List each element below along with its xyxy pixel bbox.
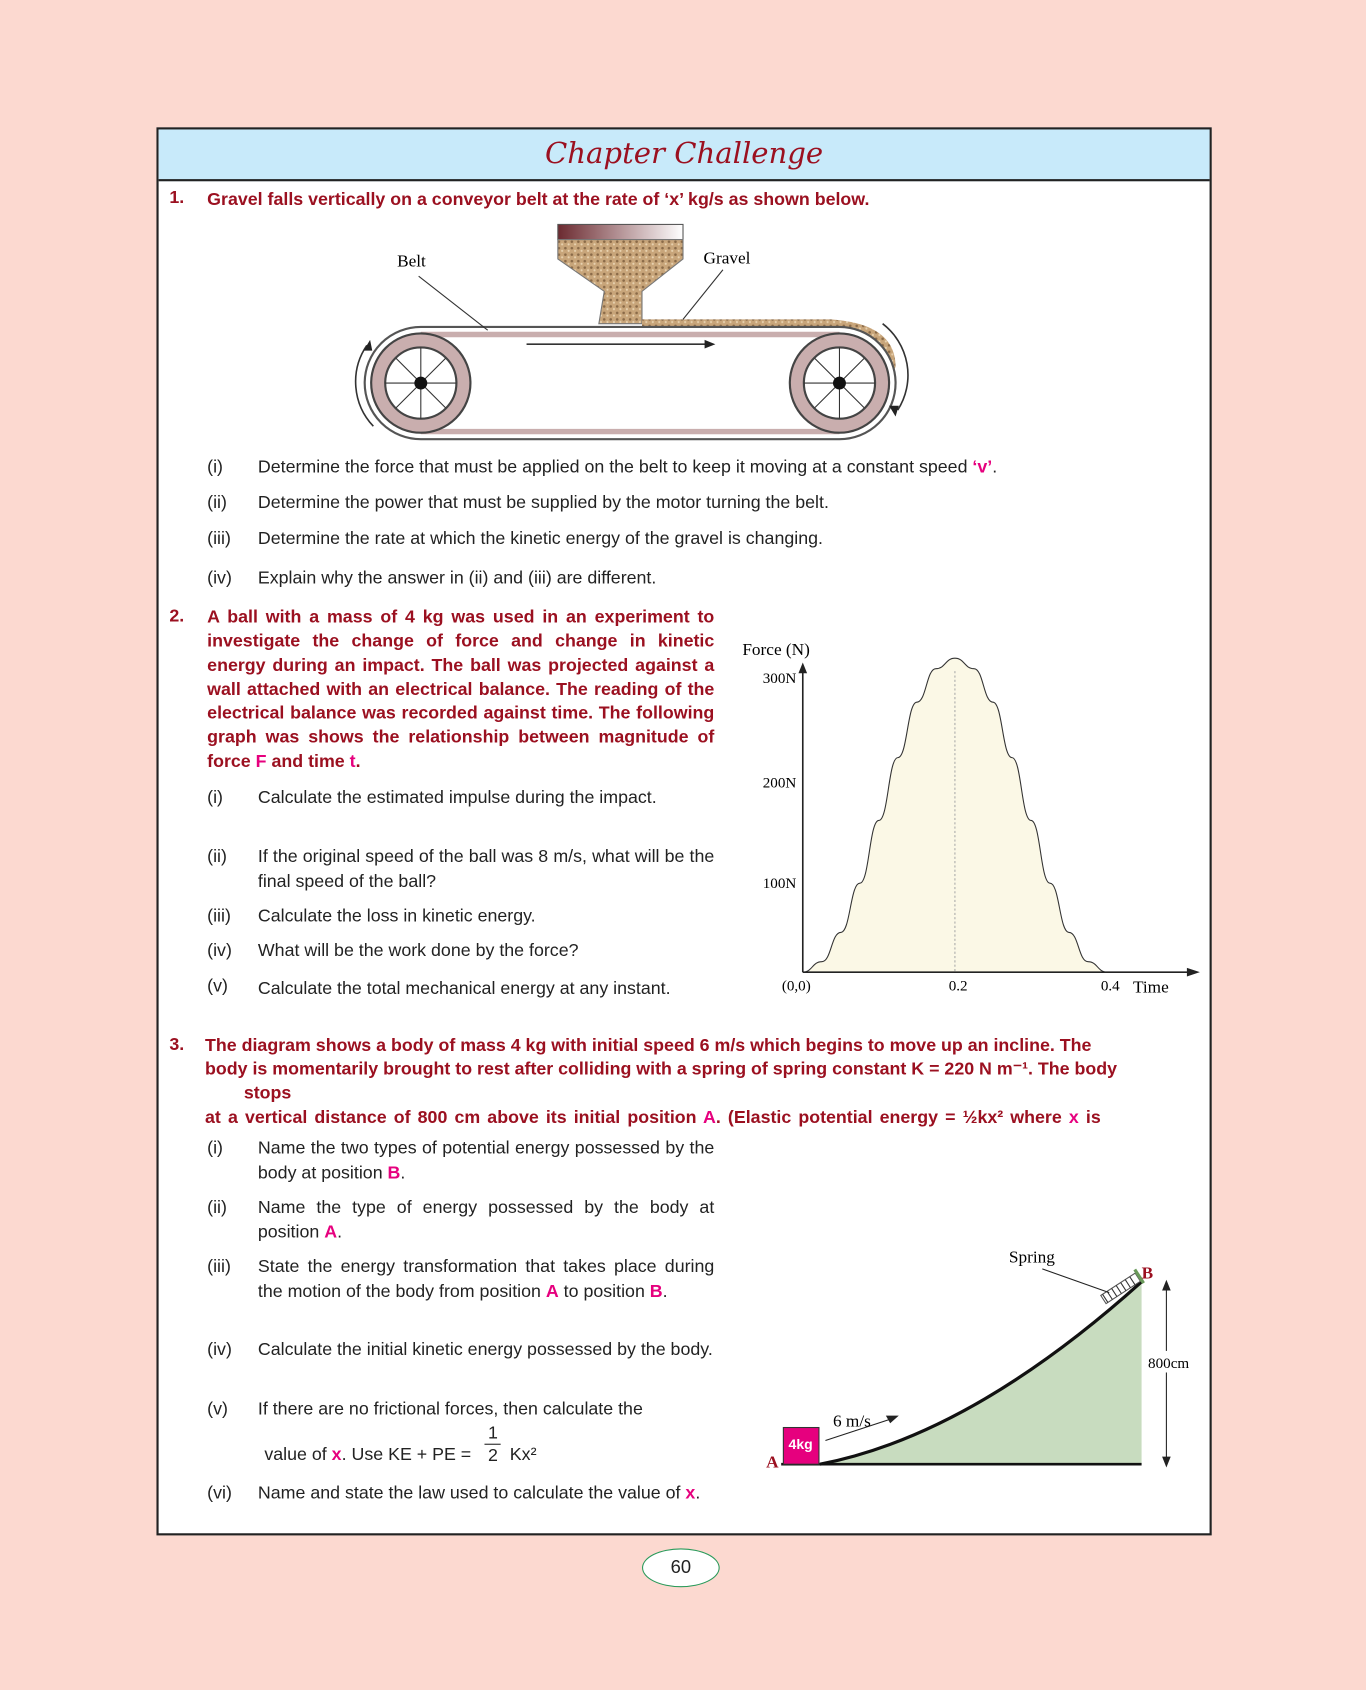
height-label: 800cm xyxy=(1148,1356,1190,1373)
symbol-x: x xyxy=(1068,1108,1079,1128)
sub-text: Determine the power that must be supplied by the motor turning the belt. xyxy=(257,493,829,513)
sub-text: Calculate the estimated impulse during the impact. xyxy=(257,787,657,808)
l4b: . (Elastic potential energy = ½kx² where xyxy=(715,1108,1069,1128)
roman: (iii) xyxy=(207,528,231,549)
roman: (iv) xyxy=(207,1340,232,1360)
conveyor-diagram xyxy=(345,216,928,448)
pos-b: B xyxy=(387,1162,401,1183)
label-a: A xyxy=(766,1452,779,1472)
header-band xyxy=(159,129,1210,181)
highlight-v: ‘v’ xyxy=(972,457,993,477)
pos-b: B xyxy=(649,1281,663,1301)
roman: (iv) xyxy=(207,940,232,961)
y-tick-200: 200N xyxy=(762,775,797,792)
q2-number: 2. xyxy=(169,606,185,626)
roman: (v) xyxy=(207,976,228,996)
label-b: B xyxy=(1141,1263,1154,1283)
symbol-f: F xyxy=(255,751,267,772)
tail: . xyxy=(400,1162,406,1183)
kx2: Kx² xyxy=(509,1444,537,1465)
symbol-x: x xyxy=(685,1483,696,1504)
x-axis-arrow xyxy=(1187,968,1200,977)
tail: . Use KE + PE = xyxy=(341,1444,477,1465)
pos-a: A xyxy=(545,1281,559,1301)
roman: (iv) xyxy=(207,568,232,589)
sub-text: If the original speed of the ball was 8 m/s, what will be the final speed of the ball? xyxy=(257,847,715,891)
fraction-num: 1 xyxy=(485,1422,501,1445)
fraction-den: 2 xyxy=(488,1445,498,1466)
x-axis-label: Time xyxy=(1132,977,1169,997)
y-tick-100: 100N xyxy=(762,876,797,893)
sub-text: Determine the rate at which the kinetic energy of the gravel is changing. xyxy=(257,528,823,549)
roman: (iii) xyxy=(207,1257,231,1277)
x-tick-origin: (0,0) xyxy=(781,978,811,995)
q2-text xyxy=(207,605,714,773)
roman: (i) xyxy=(207,1138,223,1158)
q2-end: . xyxy=(355,751,361,772)
mass-label: 4kg xyxy=(788,1436,813,1453)
roman: (iii) xyxy=(207,906,231,926)
pos-a: A xyxy=(324,1221,338,1242)
text2: value of xyxy=(264,1444,332,1465)
roman: (i) xyxy=(207,787,223,808)
sub-text: Calculate the initial kinetic energy possessed by the body. xyxy=(257,1340,713,1360)
sub-text: Name the type of energy possessed by the body at position xyxy=(257,1197,715,1242)
y-tick-300: 300N xyxy=(762,671,797,688)
q3-line4 xyxy=(205,1106,1101,1130)
mid: to position xyxy=(558,1281,650,1301)
x-tick-0.4: 0.4 xyxy=(1100,978,1120,995)
roman: (vi) xyxy=(207,1483,232,1504)
q3-number: 3. xyxy=(169,1034,185,1055)
spring-label: Spring xyxy=(1008,1247,1055,1267)
force-time-chart xyxy=(734,631,1209,1003)
sub-text: If there are no frictional forces, then calculate the xyxy=(257,1399,643,1419)
l4a: at a vertical distance of 800 cm above its initial position xyxy=(205,1108,704,1128)
tail: . xyxy=(992,457,998,477)
roman: (i) xyxy=(207,457,223,477)
page-number: 60 xyxy=(642,1548,720,1587)
sub-text: Calculate the loss in kinetic energy. xyxy=(257,906,536,926)
spring-pointer xyxy=(1042,1269,1109,1293)
sub-text: Name and state the law used to calculate the value of xyxy=(257,1483,686,1504)
roman: (v) xyxy=(207,1399,228,1419)
y-axis-arrow xyxy=(798,663,807,674)
right-wheel xyxy=(790,333,889,432)
q1-text: Gravel falls vertically on a conveyor belt at the rate of ‘x’ kg/s as shown below. xyxy=(207,189,870,210)
q2-and: and time xyxy=(266,751,350,772)
q3-line1: The diagram shows a body of mass 4 kg with initial speed 6 m/s which begins to move up an incline. The xyxy=(205,1035,1092,1056)
symbol-x: x xyxy=(331,1444,342,1465)
q2-body: A ball with a mass of 4 kg was used in an experiment to investigate the change of force and change in kinetic energy during an impact. The ball was projected against a wall attached with an electrical balance. The reading of the electrical balance was recorded against time. The following graph was shows the relationship between magnitude of force xyxy=(207,607,715,772)
q3-sub-v-formula xyxy=(264,1422,536,1466)
left-wheel xyxy=(371,333,470,432)
tail: . xyxy=(662,1281,668,1301)
gravel-label: Gravel xyxy=(703,248,751,268)
sub-text: Name the two types of potential energy possessed by the body at position xyxy=(257,1138,715,1183)
pos-a: A xyxy=(703,1108,716,1128)
sub-text: Determine the force that must be applied on the belt to keep it moving at a constant speed xyxy=(257,457,973,477)
l4c: is xyxy=(1078,1108,1101,1128)
sub-text: What will be the work done by the force? xyxy=(257,940,579,961)
page-title: Chapter Challenge xyxy=(544,137,824,171)
q3-line3: stops xyxy=(243,1083,292,1103)
sub-text: Explain why the answer in (ii) and (iii) are different. xyxy=(257,568,657,589)
roman: (ii) xyxy=(207,847,227,867)
sub-text: Calculate the total mechanical energy at any instant. xyxy=(257,978,671,999)
q3-line2: body is momentarily brought to rest after colliding with a spring of spring constant K = 220 N m⁻¹. The body xyxy=(205,1059,1118,1079)
tail: . xyxy=(695,1483,701,1504)
incline-diagram xyxy=(761,1241,1203,1478)
y-axis-label: Force (N) xyxy=(742,639,810,659)
q1-number: 1. xyxy=(169,187,185,208)
roman: (ii) xyxy=(207,493,227,513)
symbol-t: t xyxy=(349,751,356,772)
incline-ramp xyxy=(820,1282,1142,1464)
belt-label: Belt xyxy=(397,251,426,271)
roman: (ii) xyxy=(207,1197,227,1218)
speed-label: 6 m/s xyxy=(832,1411,871,1431)
sub-text: State the energy transformation that takes place during the motion of the body from position xyxy=(257,1257,715,1301)
x-tick-0.2: 0.2 xyxy=(948,978,968,995)
tail: . xyxy=(337,1221,343,1242)
